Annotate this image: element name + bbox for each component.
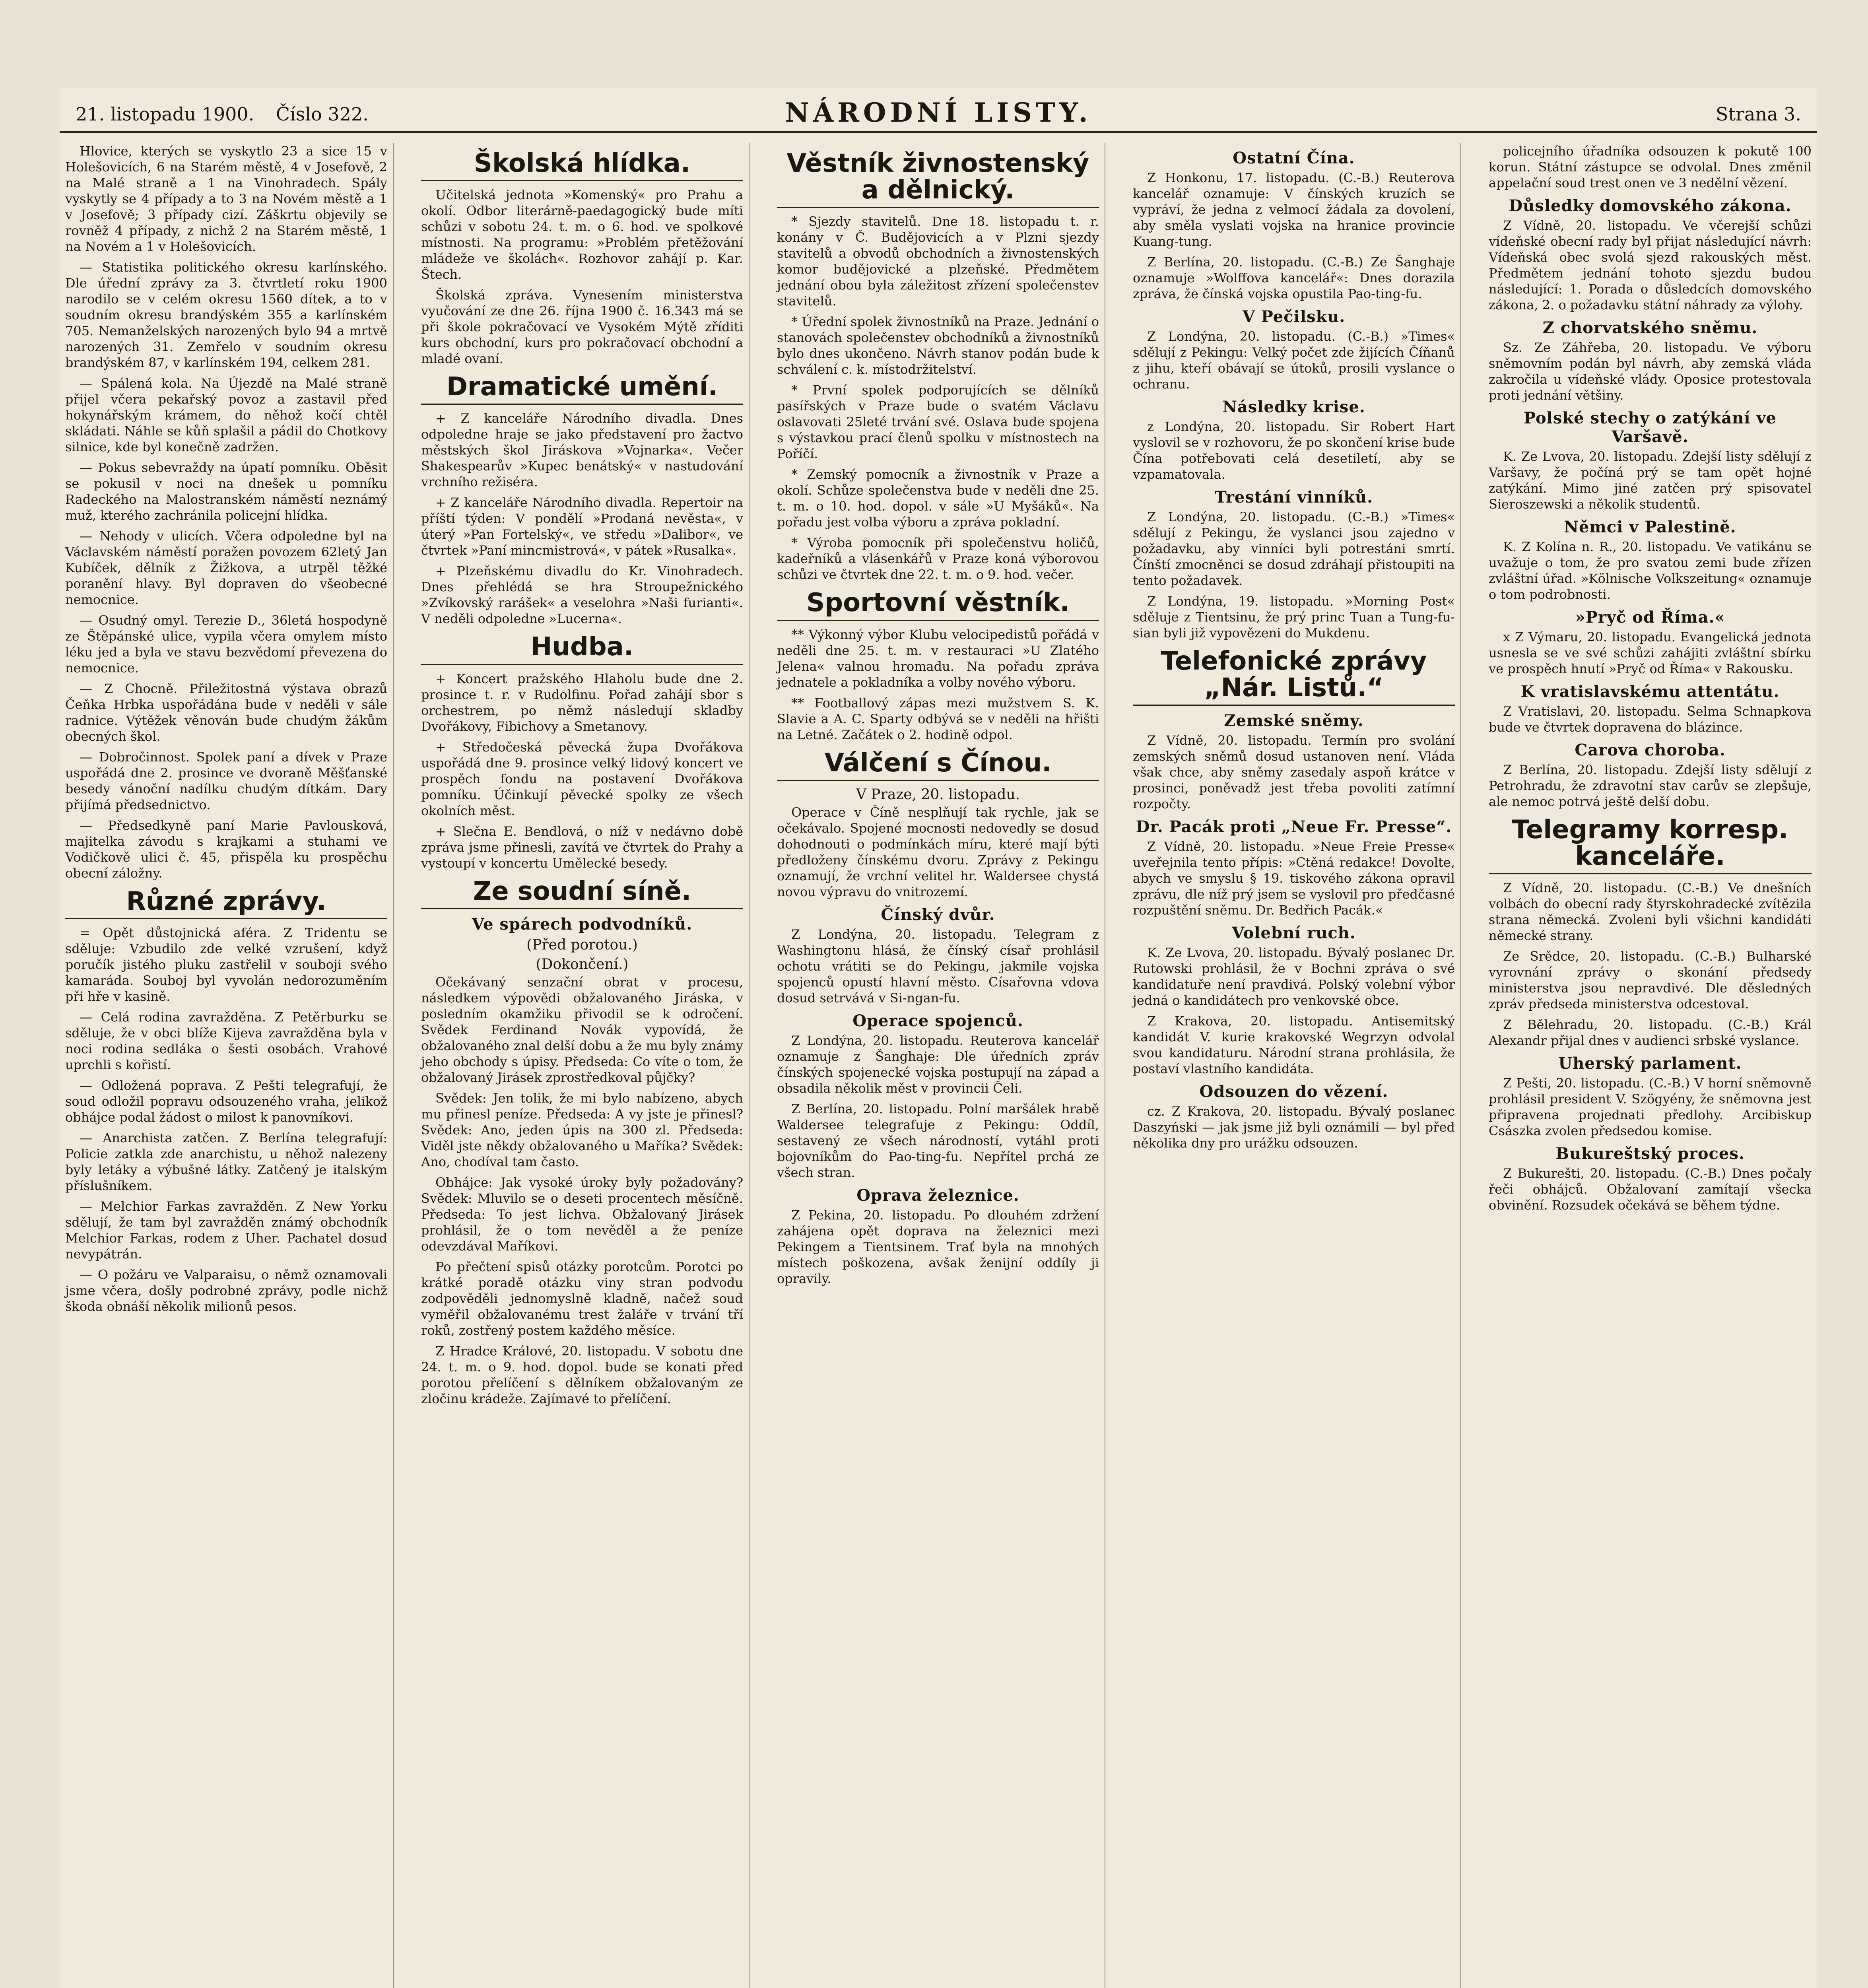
- page-number: Strana 3.: [1716, 103, 1801, 125]
- section-heading: Věstník živnostenský a dělnický.: [777, 150, 1099, 208]
- article-paragraph: ** Výkonný výbor Klubu velocipedistů pořádá v neděli dne 25. t. m. v restauraci »U Zlatého Jelena« valnou hromadu. Na pořadu zpráva jednatele a pokladníka a volby nového výboru.: [777, 627, 1099, 690]
- columns-container: [60, 143, 1817, 1988]
- section-heading: Telegramy korresp. kanceláře.: [1489, 817, 1812, 874]
- article-subheading: Trestání vinníků.: [1214, 488, 1373, 507]
- article-paragraph: Z Londýna, 20. listopadu. (C.-B.) »Times« sdělují z Pekingu: Velký počet zde žijících Číňanů z jihu, kteří obávají se útoků, prosili vyslance o ochranu.: [1133, 329, 1455, 392]
- article-paragraph: Z Londýna, 19. listopadu. »Morning Post« sděluje z Tientsinu, že prý princ Tuan a Tung-fu-sian byli již vypovězeni do Mukdenu.: [1133, 594, 1455, 641]
- article-paragraph: Hlovice, kterých se vyskytlo 23 a sice 15 v Holešovicích, 6 na Starém městě, 4 v Josefově, 2 na Malé straně a 1 na Vinohradech. Spály vyskytly se 4 případy a to 3 na Novém městě a 1 v Josefově; 3 případy cizí. Záškrtu objevily se rovněž 4 případy, z nichž 2 na Starém městě, 1 na Novém a 1 v Holešovicích.: [65, 144, 387, 254]
- article-paragraph: + Slečna E. Bendlová, o níž v nedávno době zpráva jsme přinesli, zavítá ve čtvrtek do Prahy a vystoupí v koncertu Umělecké besedy.: [421, 823, 743, 871]
- article-paragraph: Učitelská jednota »Komenský« pro Prahu a okolí. Odbor literárně-paedagogický bude míti schůzi v sobotu 24. t. m. o 6. hod. ve spolkové místnosti. Na programu: »Problém přetěžování mládeže ve školách«. Rozhovor zahájí p. Kar. Štech.: [421, 187, 743, 282]
- page-header: [60, 87, 1817, 133]
- article-paragraph: — Anarchista zatčen. Z Berlína telegrafují: Policie zatkla zde anarchistu, u něhož nalezeny byly letáky a výbušné látky. Zatčený je italským příslušníkem.: [65, 1130, 387, 1194]
- article-subheading: Zemské sněmy.: [1224, 711, 1364, 730]
- section-heading: Válčení s Čínou.: [777, 750, 1099, 781]
- article-paragraph: Z Honkonu, 17. listopadu. (C.-B.) Reuterova kancelář oznamuje: V čínských kruzích se vypráví, že jedna z velmocí žádala za dovolení, aby směla vyslati vojska na hranice provincie Kuang-tung.: [1133, 170, 1455, 249]
- column-2: [416, 143, 750, 1988]
- article-paragraph: — Předsedkyně paní Marie Pavlousková, majitelka závodu s krajkami a stuhami ve Vodičkově ulici č. 45, přispěla ku prospěchu obecní záložny.: [65, 818, 387, 881]
- article-paragraph: — Odložená poprava. Z Pešti telegrafují, že soud odložil popravu odsouzeného vraha, jelikož obhájce podal žádost o milost k panovníkovi.: [65, 1078, 387, 1125]
- article-paragraph: K. Z Kolína n. R., 20. listopadu. Ve vatikánu se uvažuje o tom, že pro svatou zemi bude zřízen zvláštní úřad. »Kölnische Volkszeitung« oznamuje o tom podrobnosti.: [1489, 539, 1812, 602]
- article-subheading: Následky krise.: [1222, 398, 1365, 416]
- article-subheading: Volební ruch.: [1232, 924, 1356, 943]
- article-paragraph: Z Pekina, 20. listopadu. Po dlouhém zdržení zahájena opět doprava na železnici mezi Pekingem a Tientsinem. Trať byla na mnohých místech poškozena, avšak ženijní oddíly ji opravily.: [777, 1207, 1099, 1286]
- dateline: V Praze, 20. listopadu.: [856, 786, 1020, 803]
- article-subheading: Bukureštský proces.: [1555, 1144, 1745, 1163]
- column-1: [60, 143, 394, 1988]
- article-paragraph: + Plzeňskému divadlu do Kr. Vinohradech. Dnes přehlédá se hra Stroupežnického »Zvíkovský rarášek« a veselohra »Naši furianti«. V neděli odpoledne »Lucerna«.: [421, 563, 743, 627]
- article-paragraph: Z Vídně, 20. listopadu. »Neue Freie Presse« uveřejnila tento přípis: »Ctěná redakce! Dovolte, abych ve smyslu § 19. tiskového zákona opravil zprávu, dle níž prý jsem se vyslovil pro předčasné rozpuštění sněmu. Dr. Bedřich Pacák.«: [1133, 839, 1455, 918]
- article-paragraph: Z Vídně, 20. listopadu. (C.-B.) Ve dnešních volbách do obecní rady štyrskohradecké zvítězila strana německá. Zvoleni byli všichni kandidáti německé strany.: [1489, 880, 1812, 944]
- article-subheading: Dr. Pacák proti „Neue Fr. Presse“.: [1136, 817, 1452, 837]
- article-paragraph: * Zemský pomocník a živnostník v Praze a okolí. Schůze společenstva bude v neděli dne 25. t. m. o 10. hod. dopol. v sále »U Myšáků«. Na pořadu jest volba výboru a zpráva pokladní.: [777, 467, 1099, 530]
- article-subheading: Důsledky domovského zákona.: [1509, 196, 1792, 215]
- dateline: (Před porotou.): [526, 936, 638, 953]
- masthead: NÁRODNÍ LISTY.: [785, 97, 1092, 128]
- article-paragraph: Svědek: Jen tolik, že mi bylo nabízeno, abych mu přinesl peníze. Předseda: A vy jste je přinesl? Svědek: Ano, jeden úpis na 300 zl. Předseda: Viděl jste někdy obžalovaného u Maříka? Svědek: Ano, chodíval tam často.: [421, 1090, 743, 1169]
- article-paragraph: — Pokus sebevraždy na úpatí pomníku. Oběsit se pokusil v noci na dnešek u pomníku Radeckého na Malostranském náměstí neznámý muž, kterého zachránila policejní hlídka.: [65, 460, 387, 523]
- article-subheading: Z chorvatského sněmu.: [1542, 318, 1758, 337]
- article-paragraph: K. Ze Lvova, 20. listopadu. Zdejší listy sdělují z Varšavy, že počíná prý se tam opět hojné zatýkání. Mimo jiné zatčen prý spisovatel Sieroszewski a několik studentů.: [1489, 449, 1812, 512]
- article-subheading: Operace spojenců.: [852, 1011, 1023, 1030]
- column-3: [771, 143, 1105, 1988]
- article-subheading: Carova choroba.: [1575, 741, 1726, 759]
- article-paragraph: Očekávaný senzační obrat v procesu, následkem výpovědi obžalovaného Jiráska, v posledním okamžiku přivodil se k odročení. Svědek Ferdinand Novák vypovídá, že obžalovaného znal delší dobu a že mu byly známy jeho obchody s úpisy. Předseda: Co víte o tom, že obžalovaný Jirásek zprostředkoval půjčky?: [421, 974, 743, 1085]
- article-paragraph: K. Ze Lvova, 20. listopadu. Bývalý poslanec Dr. Rutowski prohlásil, že v Bochni zpráva o své kandidatuře není pravdivá. Polský volební výbor jedná o kandidátech pro venkovské obce.: [1133, 945, 1455, 1008]
- article-paragraph: Z Berlína, 20. listopadu. (C.-B.) Ze Šanghaje oznamuje »Wolffova kancelář«: Dnes dorazila zpráva, že čínská vojska opustila Pao-ting-fu.: [1133, 254, 1455, 301]
- article-subheading: Němci v Palestině.: [1564, 518, 1736, 536]
- article-paragraph: policejního úřadníka odsouzen k pokutě 100 korun. Státní zástupce se odvolal. Dnes změnil appelační soud trest onen ve 3 nedělní vězení.: [1489, 144, 1812, 190]
- article-paragraph: — Osudný omyl. Terezie D., 36letá hospodyně ze Štěpánské ulice, vypila včera omylem místo léku jed a byla ve stavu bezvědomí převezena do nemocnice.: [65, 613, 387, 676]
- article-paragraph: — Statistika politického okresu karlínského. Dle úřední zprávy za 3. čtvrtletí roku 1900 narodilo se v celém okresu 1560 dítek, a to v soudním okresu brandýském 355 a karlínském 705. Nemanželských narozených bylo 94 a mrtvě narozených 31. Zemřelo v soudním okresu brandýském 87, v karlínském 194, celkem 281.: [65, 260, 387, 370]
- article-paragraph: * Výroba pomocník při společenstvu holičů, kadeřníků a vlásenkářů v Praze koná výborovou schůzi ve čtvrtek dne 22. t. m. o 9. hod. večer.: [777, 535, 1099, 582]
- article-subheading: »Pryč od Říma.«: [1575, 608, 1725, 627]
- article-subheading: Oprava železnice.: [856, 1186, 1019, 1205]
- article-paragraph: — Spálená kola. Na Újezdě na Malé straně přijel včera pekařský povoz a zastavil před hokynářským krámem, do něhož kočí chtěl skládati. Náhle se kůň splašil a pádil do Chotkovy silnice, kde byl konečně zadržen.: [65, 376, 387, 454]
- section-heading: Sportovní věstník.: [777, 590, 1099, 621]
- section-heading: Školská hlídka.: [421, 150, 743, 181]
- section-heading: Hudba.: [421, 634, 743, 665]
- article-paragraph: Operace v Číně nesplňují tak rychle, jak se očekávalo. Spojené mocnosti nedovedly se dosud dohodnouti o podmínkách míru, které mají býti předloženy čínskému dvoru. Zprávy z Pekingu oznamují, že vrchní velitel hr. Waldersee chystá novou výpravu do vnitrozemí.: [777, 804, 1099, 899]
- article-subheading: Ostatní Čína.: [1233, 149, 1355, 167]
- article-paragraph: + Koncert pražského Hlaholu bude dne 2. prosince t. r. v Rudolfinu. Pořad zahájí sbor s orchestrem, po němž následují skladby Dvořákovy, Fibichovy a Smetanovy.: [421, 671, 743, 734]
- article-paragraph: ** Footballový zápas mezi mužstvem S. K. Slavie a A. C. Sparty odbývá se v neděli na hřišti na Letné. Začátek o 2. hodině odpol.: [777, 695, 1099, 742]
- article-paragraph: z Londýna, 20. listopadu. Sir Robert Hart vyslovil se v rozhovoru, že po skončení krise bude Čína potřebovati celá desetiletí, aby se vzpamatovala.: [1133, 419, 1455, 482]
- article-paragraph: Z Londýna, 20. listopadu. Reuterova kancelář oznamuje z Šanghaje: Dle úředních zpráv čínských spojenecké vojska postupují na západ a obsadila několik měst v provincii Čeli.: [777, 1033, 1099, 1096]
- article-paragraph: + Z kanceláře Národního divadla. Repertoir na příští týden: V pondělí »Prodaná nevěsta«, v úterý »Pan Fortelský«, ve středu »Dalibor«, ve čtvrtek »Paní mincmistrová«, v pátek »Rusalka«.: [421, 495, 743, 558]
- article-paragraph: Z Vratislavi, 20. listopadu. Selma Schnapkova bude ve čtvrtek dopravena do blázince.: [1489, 704, 1812, 735]
- article-subheading: V Pečilsku.: [1242, 307, 1346, 326]
- section-heading: Telefonické zprávy „Nár. Listů.“: [1133, 648, 1455, 706]
- article-paragraph: Z Londýna, 20. listopadu. Telegram z Washingtonu hlásá, že čínský císař prohlásil ochotu vrátiti se do Pekingu, jakmile vojska spojenců opustí hlavní město. Císařovna vdova dosud setrvává v Si-ngan-fu.: [777, 926, 1099, 1006]
- article-paragraph: — Celá rodina zavražděna. Z Petěrburku se sděluje, že v obci blíže Kijeva zavražděna byla v noci rodina sedláka o šesti osobách. Vrahové uprchli s kořistí.: [65, 1010, 387, 1073]
- article-subheading: Čínský dvůr.: [881, 905, 995, 924]
- article-paragraph: * Úřední spolek živnostníků na Praze. Jednání o stanovách společenstev obchodníků a živnostníků bylo dnes ukončeno. Návrh stanov podán bude k schválení c. k. místodržitelství.: [777, 314, 1099, 377]
- article-paragraph: Z Hradce Králové, 20. listopadu. V sobotu dne 24. t. m. o 9. hod. dopol. bude se konati před porotou přelíčení s dělníkem obžalovaným ze zločinu krádeže. Zajímavé to přelíčení.: [421, 1343, 743, 1406]
- article-paragraph: Po přečtení spisů otázky porotcům. Porotci po krátké poradě otázku viny stran podvodu zodpověděli jednomyslně kladně, načež soud vyměřil obžalovanému trest žaláře v trvání tří roků, zostřený postem každého měsíce.: [421, 1259, 743, 1338]
- article-subheading: Odsouzen do vězení.: [1199, 1082, 1388, 1101]
- column-4: [1127, 143, 1461, 1988]
- column-5: [1483, 143, 1817, 1988]
- newspaper-page: [60, 87, 1817, 1988]
- article-paragraph: Z Vídně, 20. listopadu. Termín pro svolání zemských sněmů dosud ustanoven není. Vláda však chce, aby sněmy zasedaly aspoň krátce v prosinci, poněvadž jest třeba povoliti zatímní rozpočty.: [1133, 733, 1455, 812]
- article-paragraph: Z Berlína, 20. listopadu. Zdejší listy sdělují z Petrohradu, že zdravotní stav carův se zlepšuje, ale nemoc potrvá ještě delší dobu.: [1489, 762, 1812, 809]
- article-paragraph: — Nehody v ulicích. Včera odpoledne byl na Václavském náměstí poražen povozem 62letý Jan Kubíček, dělník z Žižkova, a utrpěl těžké poranění hlavy. Byl dopraven do všeobecné nemocnice.: [65, 528, 387, 607]
- article-paragraph: — Melchior Farkas zavražděn. Z New Yorku sdělují, že tam byl zavražděn známý obchodník Melchior Farkas, rodem z Uher. Pachatel dosud nevypátrán.: [65, 1199, 387, 1262]
- article-paragraph: Sz. Ze Záhřeba, 20. listopadu. Ve výboru sněmovním podán byl návrh, aby zemská vláda zakročila u vídeňské vlády. Oposice protestovala proti jednání většiny.: [1489, 340, 1812, 403]
- article-subheading: Polské stechy o zatýkání ve Varšavě.: [1523, 409, 1777, 446]
- article-paragraph: Z Bukurešti, 20. listopadu. (C.-B.) Dnes počaly řeči obhájců. Obžalovaní zamítají všecka obvinění. Rozsudek očekává se během týdne.: [1489, 1166, 1812, 1213]
- article-subheading: Uherský parlament.: [1558, 1054, 1742, 1073]
- article-paragraph: Obhájce: Jak vysoké úroky byly požadovány? Svědek: Mluvilo se o deseti procentech měsíčně. Předseda: To jest lichva. Obžalovaný Jirásek prohlásil, že o tom nevěděl a že peníze odevzdával Maříkovi.: [421, 1175, 743, 1254]
- section-heading: Ze soudní síně.: [421, 878, 743, 909]
- article-paragraph: Z Vídně, 20. listopadu. Ve včerejší schůzi vídeňské obecní rady byl přijat následující návrh: Vídeňská obec svolá sjezd rakouských měst. Předmětem jednání tohoto sjezdu budou následující: 1. Porada o důsledcích domovského zákona, 2. o požadavku státní náhrady za výlohy.: [1489, 218, 1812, 313]
- article-paragraph: — Z Chocně. Přiležitostná výstava obrazů Čeňka Hrbka uspořádána bude v neděli v sále radnice. Výtěžek věnován bude chudým žákům obecných škol.: [65, 681, 387, 744]
- section-heading: Různé zprávy.: [65, 888, 387, 919]
- article-subheading: Ve spárech podvodníků.: [472, 914, 693, 934]
- article-paragraph: * Sjezdy stavitelů. Dne 18. listopadu t. r. konány v Č. Budějovicích a v Plzni sjezdy stavitelů a obvodů obchodních a živnostenských komor budějovické a plzeňské. Předmětem jednání obou byla záležitost zřízení společenstev stavitelů.: [777, 214, 1099, 309]
- article-paragraph: + Středočeská pěvecká župa Dvořákova uspořádá dne 9. prosince velký lidový koncert ve prospěch fondu na postavení Dvořákova pomníku. Účinkují pěvecké spolky ze všech okolních měst.: [421, 739, 743, 818]
- article-paragraph: * První spolek podporujících se dělníků pasířských v Praze bude o svatém Václavu oslavovati 25leté trvání své. Oslava bude spojena s výstavkou prací členů spolku v místnostech na Poříčí.: [777, 382, 1099, 462]
- article-paragraph: Z Bělehradu, 20. listopadu. (C.-B.) Král Alexandr přijal dnes v audienci srbské vyslance.: [1489, 1017, 1812, 1048]
- article-paragraph: Z Berlína, 20. listopadu. Polní maršálek hrabě Waldersee telegrafuje z Pekingu: Oddíl, sestavený ze všech národností, vytáhl proti bojovníkům do Pao-ting-fu. Nepřítel prchá ze všech stran.: [777, 1101, 1099, 1180]
- article-paragraph: cz. Z Krakova, 20. listopadu. Bývalý poslanec Daszyński — jak jsme již byli oznámili — byl před několika dny pro urážku odsouzen.: [1133, 1104, 1455, 1151]
- article-paragraph: — O požáru ve Valparaisu, o němž oznamovali jsme včera, došly podrobné zprávy, podle nichž škoda obnáší několik milionů pesos.: [65, 1267, 387, 1314]
- article-paragraph: + Z kanceláře Národního divadla. Dnes odpoledne hraje se jako představení pro žactvo městských škol Jiráskova »Vojnarka«. Večer Shakespearův »Kupec benátský« v nastudování vrchního režiséra.: [421, 411, 743, 490]
- article-paragraph: Z Londýna, 20. listopadu. (C.-B.) »Times« sdělují z Pekingu, že vyslanci jsou zajedno v požadavku, aby vinníci byli potrestáni smrtí. Čínští zmocněnci se dosud zdráhají přistoupiti na tento požadavek.: [1133, 509, 1455, 588]
- article-subheading: K vratislavskému attentátu.: [1520, 682, 1780, 701]
- article-paragraph: — Dobročinnost. Spolek paní a dívek v Praze uspořádá dne 2. prosince ve dvoraně Měšťanské besedy vánoční nadílku chudým dítkám. Dary přijímá předsednictvo.: [65, 749, 387, 812]
- article-paragraph: x Z Výmaru, 20. listopadu. Evangelická jednota usnesla se ve své schůzi zahájiti zvláštní sbírku ve prospěch hnutí »Pryč od Říma« v Rakousku.: [1489, 629, 1812, 676]
- article-paragraph: Ze Srědce, 20. listopadu. (C.-B.) Bulharské vyrovnání zprávy o skonání předsedy ministerstva jsou nepravdivé. Dle děsledných zpráv předseda ministerstva odcestoval.: [1489, 949, 1812, 1012]
- article-paragraph: Z Pešti, 20. listopadu. (C.-B.) V horní sněmovně prohlásil president V. Szögyény, že sněmovna jest připravena projednati předlohy. Arcibiskup Császka zvolen předsedou komise.: [1489, 1076, 1812, 1139]
- section-heading: Dramatické umění.: [421, 374, 743, 405]
- article-paragraph: = Opět důstojnická aféra. Z Tridentu se sděluje: Vzbudilo zde velké vzrušení, když poručík jistého pluku zastřelil v souboji svého kamaráda. Souboj byl vyvolán nedorozuměním při hře v kasině.: [65, 925, 387, 1004]
- issue-number: Číslo 322.: [276, 103, 369, 125]
- issue-date: 21. listopadu 1900.: [76, 103, 254, 125]
- article-paragraph: Z Krakova, 20. listopadu. Antisemitský kandidát V. kurie krakovské Wegrzyn odvolal svou kandidaturu. Národní strana prohlásila, že postaví vlastního kandidáta.: [1133, 1013, 1455, 1077]
- article-paragraph: Školská zpráva. Vynesením ministerstva vyučování ze dne 26. října 1900 č. 16.343 má se při škole pokračovací ve Vysokém Mýtě zříditi kurs obchodní, kurs pro pokračovací obchodní a mladé ovaní.: [421, 287, 743, 367]
- dateline: (Dokončení.): [536, 956, 629, 973]
